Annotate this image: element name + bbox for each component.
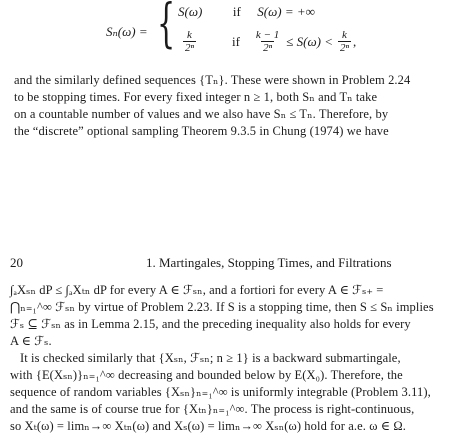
text-line: It is checked similarly that {Xₛₙ, ℱₛₙ; n ≥ 1} is a backward submartingale, bbox=[20, 351, 401, 365]
case2-lower-numerator: k − 1 bbox=[255, 29, 280, 41]
formula-case1 bbox=[178, 4, 315, 20]
case2-value-denominator: 2ⁿ bbox=[185, 42, 194, 54]
case2-if: if bbox=[231, 33, 240, 49]
text-line: so Xₜ(ω) = limₙ→∞ Xₜₙ(ω) and Xₛ(ω) = limₙ→∞ Xₛₙ(ω) hold for a.e. ω ∈ Ω. bbox=[10, 419, 406, 433]
case1-value: S(ω) bbox=[178, 4, 203, 19]
text-line: and the similarly defined sequences {Tₙ}. These were shown in Problem 2.24 bbox=[14, 73, 411, 87]
text-line: sequence of random variables {Xₛₙ}ₙ₌₁^∞ is uniformly integrable (Problem 3.11), bbox=[10, 385, 431, 399]
case1-if: if bbox=[232, 4, 241, 19]
text-line: with {E(Xₛₙ)}ₙ₌₁^∞ decreasing and bounded below by E(X₀). Therefore, the bbox=[10, 368, 403, 382]
text-line: ∫ₐXₛₙ dP ≤ ∫ₐXₜₙ dP for every A ∈ ℱₛₙ, and a fortiori for every A ∈ ℱₛ₊ = bbox=[10, 283, 384, 297]
formula-lhs: Sₙ(ω) = bbox=[106, 24, 148, 39]
case1-condition: S(ω) = +∞ bbox=[257, 4, 315, 19]
text-line: to be stopping times. For every fixed integer n ≥ 1, both Sₙ and Tₙ take bbox=[14, 90, 378, 104]
text-line: the “discrete” optional sampling Theorem 9.3.5 in Chung (1974) we have bbox=[14, 124, 389, 138]
text-line: A ∈ ℱₛ. bbox=[10, 334, 52, 348]
case2-upper-denominator: 2ⁿ bbox=[339, 42, 349, 54]
case2-middle: ≤ S(ω) < bbox=[286, 33, 333, 49]
page-number: 20 bbox=[10, 255, 23, 270]
text-line: ⋂ₙ₌₁^∞ ℱₛₙ by virtue of Problem 2.23. If S is a stopping time, then S ≤ Sₙ implies bbox=[10, 300, 434, 314]
formula-case2 bbox=[181, 29, 356, 54]
case2-upper-numerator: k bbox=[342, 29, 347, 41]
text-line: and the same is of course true for {Xₜₙ}ₙ₌₁^∞. The process is right-continuous, bbox=[10, 402, 415, 416]
case2-lower-denominator: 2ⁿ bbox=[263, 42, 273, 54]
case2-upper-fraction bbox=[338, 29, 351, 54]
case2-value-fraction bbox=[183, 29, 196, 54]
case2-comma: , bbox=[352, 33, 357, 49]
running-title: 1. Martingales, Stopping Times, and Filtrations bbox=[146, 255, 392, 270]
left-brace: { bbox=[157, 0, 176, 54]
case2-lower-fraction bbox=[254, 29, 281, 54]
text-line: on a countable number of values and we also have Sₙ ≤ Tₙ. Therefore, by bbox=[14, 107, 389, 121]
text-line: ℱₛ ⊆ ℱₛₙ as in Lemma 2.15, and the preceding inequality also holds for every bbox=[10, 317, 411, 331]
case2-value-numerator: k bbox=[187, 29, 192, 41]
